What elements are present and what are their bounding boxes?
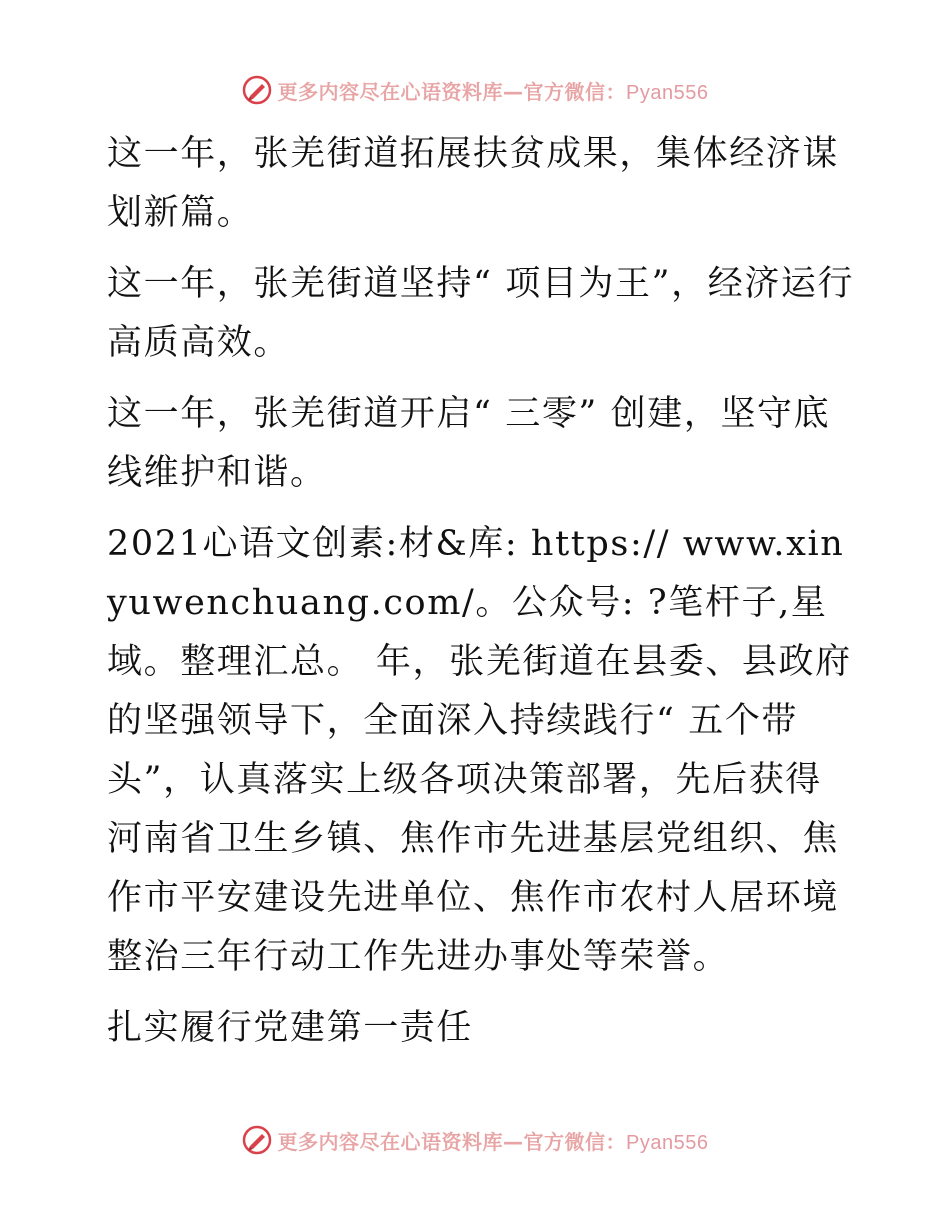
document-body <box>97 125 857 1070</box>
watermark-dash: — <box>503 79 524 104</box>
watermark-text <box>278 1126 709 1155</box>
watermark-wechat-label: 官方微信： <box>523 79 627 104</box>
watermark-main-text: 更多内容尽在心语资料库 <box>277 79 504 104</box>
paragraph-3: 这一年，张羌街道开启“ 三零” 创建，坚守底线维护和谐。 <box>107 394 831 493</box>
watermark-header <box>0 70 950 110</box>
section-heading: 扎实履行党建第一责任 <box>107 1008 474 1048</box>
paragraph-1: 这一年，张羌街道拓展扶贫成果，集体经济谋划新篇。 <box>107 134 840 233</box>
watermark-footer <box>0 1120 950 1160</box>
watermark-wechat-id: Pyan556 <box>626 81 709 104</box>
watermark-wechat-id: Pyan556 <box>626 1131 709 1154</box>
pen-logo-icon <box>242 1125 272 1155</box>
paragraph-2: 这一年，张羌街道坚持“ 项目为王”，经济运行高质高效。 <box>107 264 855 363</box>
pen-logo-icon <box>242 75 272 105</box>
watermark-main-text: 更多内容尽在心语资料库 <box>277 1129 504 1154</box>
watermark-text <box>278 76 709 105</box>
watermark-wechat-label: 官方微信： <box>523 1129 627 1154</box>
paragraph-4: 2021心语文创素:材&库: https:// www.xinyuwenchuang.com/。公众号: ?笔杆子,星域。整理汇总。 年，张羌街道在县委、县政府的坚强领导下，全面深入持续践行“ 五个带头”，认真落实上级各项决策部署，先后获得河南省卫生乡镇、焦作市先进基层党组织、焦作市平安建设先进单位、焦作市农村人居环境整治三年行动工作先进办事处等荣誉。 <box>107 524 852 977</box>
watermark-dash: — <box>503 1129 524 1154</box>
